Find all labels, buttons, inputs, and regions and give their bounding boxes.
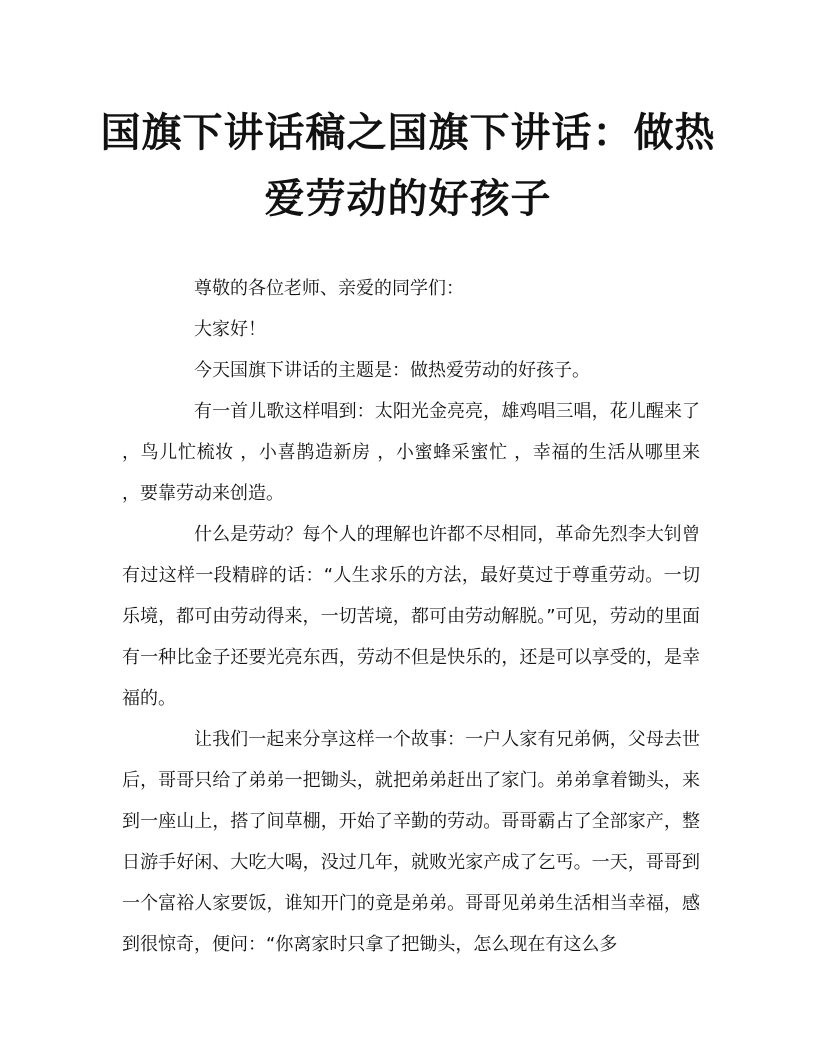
paragraph-labor-meaning: 什么是劳动？每个人的理解也许都不尽相同，革命先烈李大钊曾有过这样一段精辟的话：“人生求乐的方法，最好莫过于尊重劳动。一切乐境，都可由劳动得来，一切苦境，都可由劳动解脱。”可见，劳动的里面有一种比金子还要光亮东西，劳动不但是快乐的，还是可以享受的，是幸福的。 — [122, 524, 700, 709]
paragraph-song: 有一首儿歌这样唱到：太阳光金亮亮，雄鸡唱三唱，花儿醒来了 ，鸟儿忙梳妆 ，小喜鹊造新房 ，小蜜蜂采蜜忙 ，幸福的生活从哪里来 ，要靠劳动来创造。 — [122, 401, 700, 504]
paragraph-story: 让我们一起来分享这样一个故事：一户人家有兄弟俩，父母去世后，哥哥只给了弟弟一把锄头，就把弟弟赶出了家门。弟弟拿着锄头，来到一座山上，搭了间草棚，开始了辛勤的劳动。哥哥霸占了全部家产，整日游手好闲、大吃大喝，没过几年，就败光家产成了乞丐。一天，哥哥到一个富裕人家要饭，谁知开门的竟是弟弟。哥哥见弟弟生活相当幸福，感到很惊奇，便问：“你离家时只拿了把锄头，怎么现在有这么多 — [122, 729, 700, 955]
document-title: 国旗下讲话稿之国旗下讲话：做热爱劳动的好孩子 — [100, 109, 716, 222]
paragraph-hello: 大家好！ — [194, 319, 266, 340]
paragraph-greeting: 尊敬的各位老师、亲爱的同学们： — [194, 278, 464, 299]
document-body — [122, 268, 700, 965]
paragraph-topic: 今天国旗下讲话的主题是：做热爱劳动的好孩子。 — [194, 360, 590, 381]
